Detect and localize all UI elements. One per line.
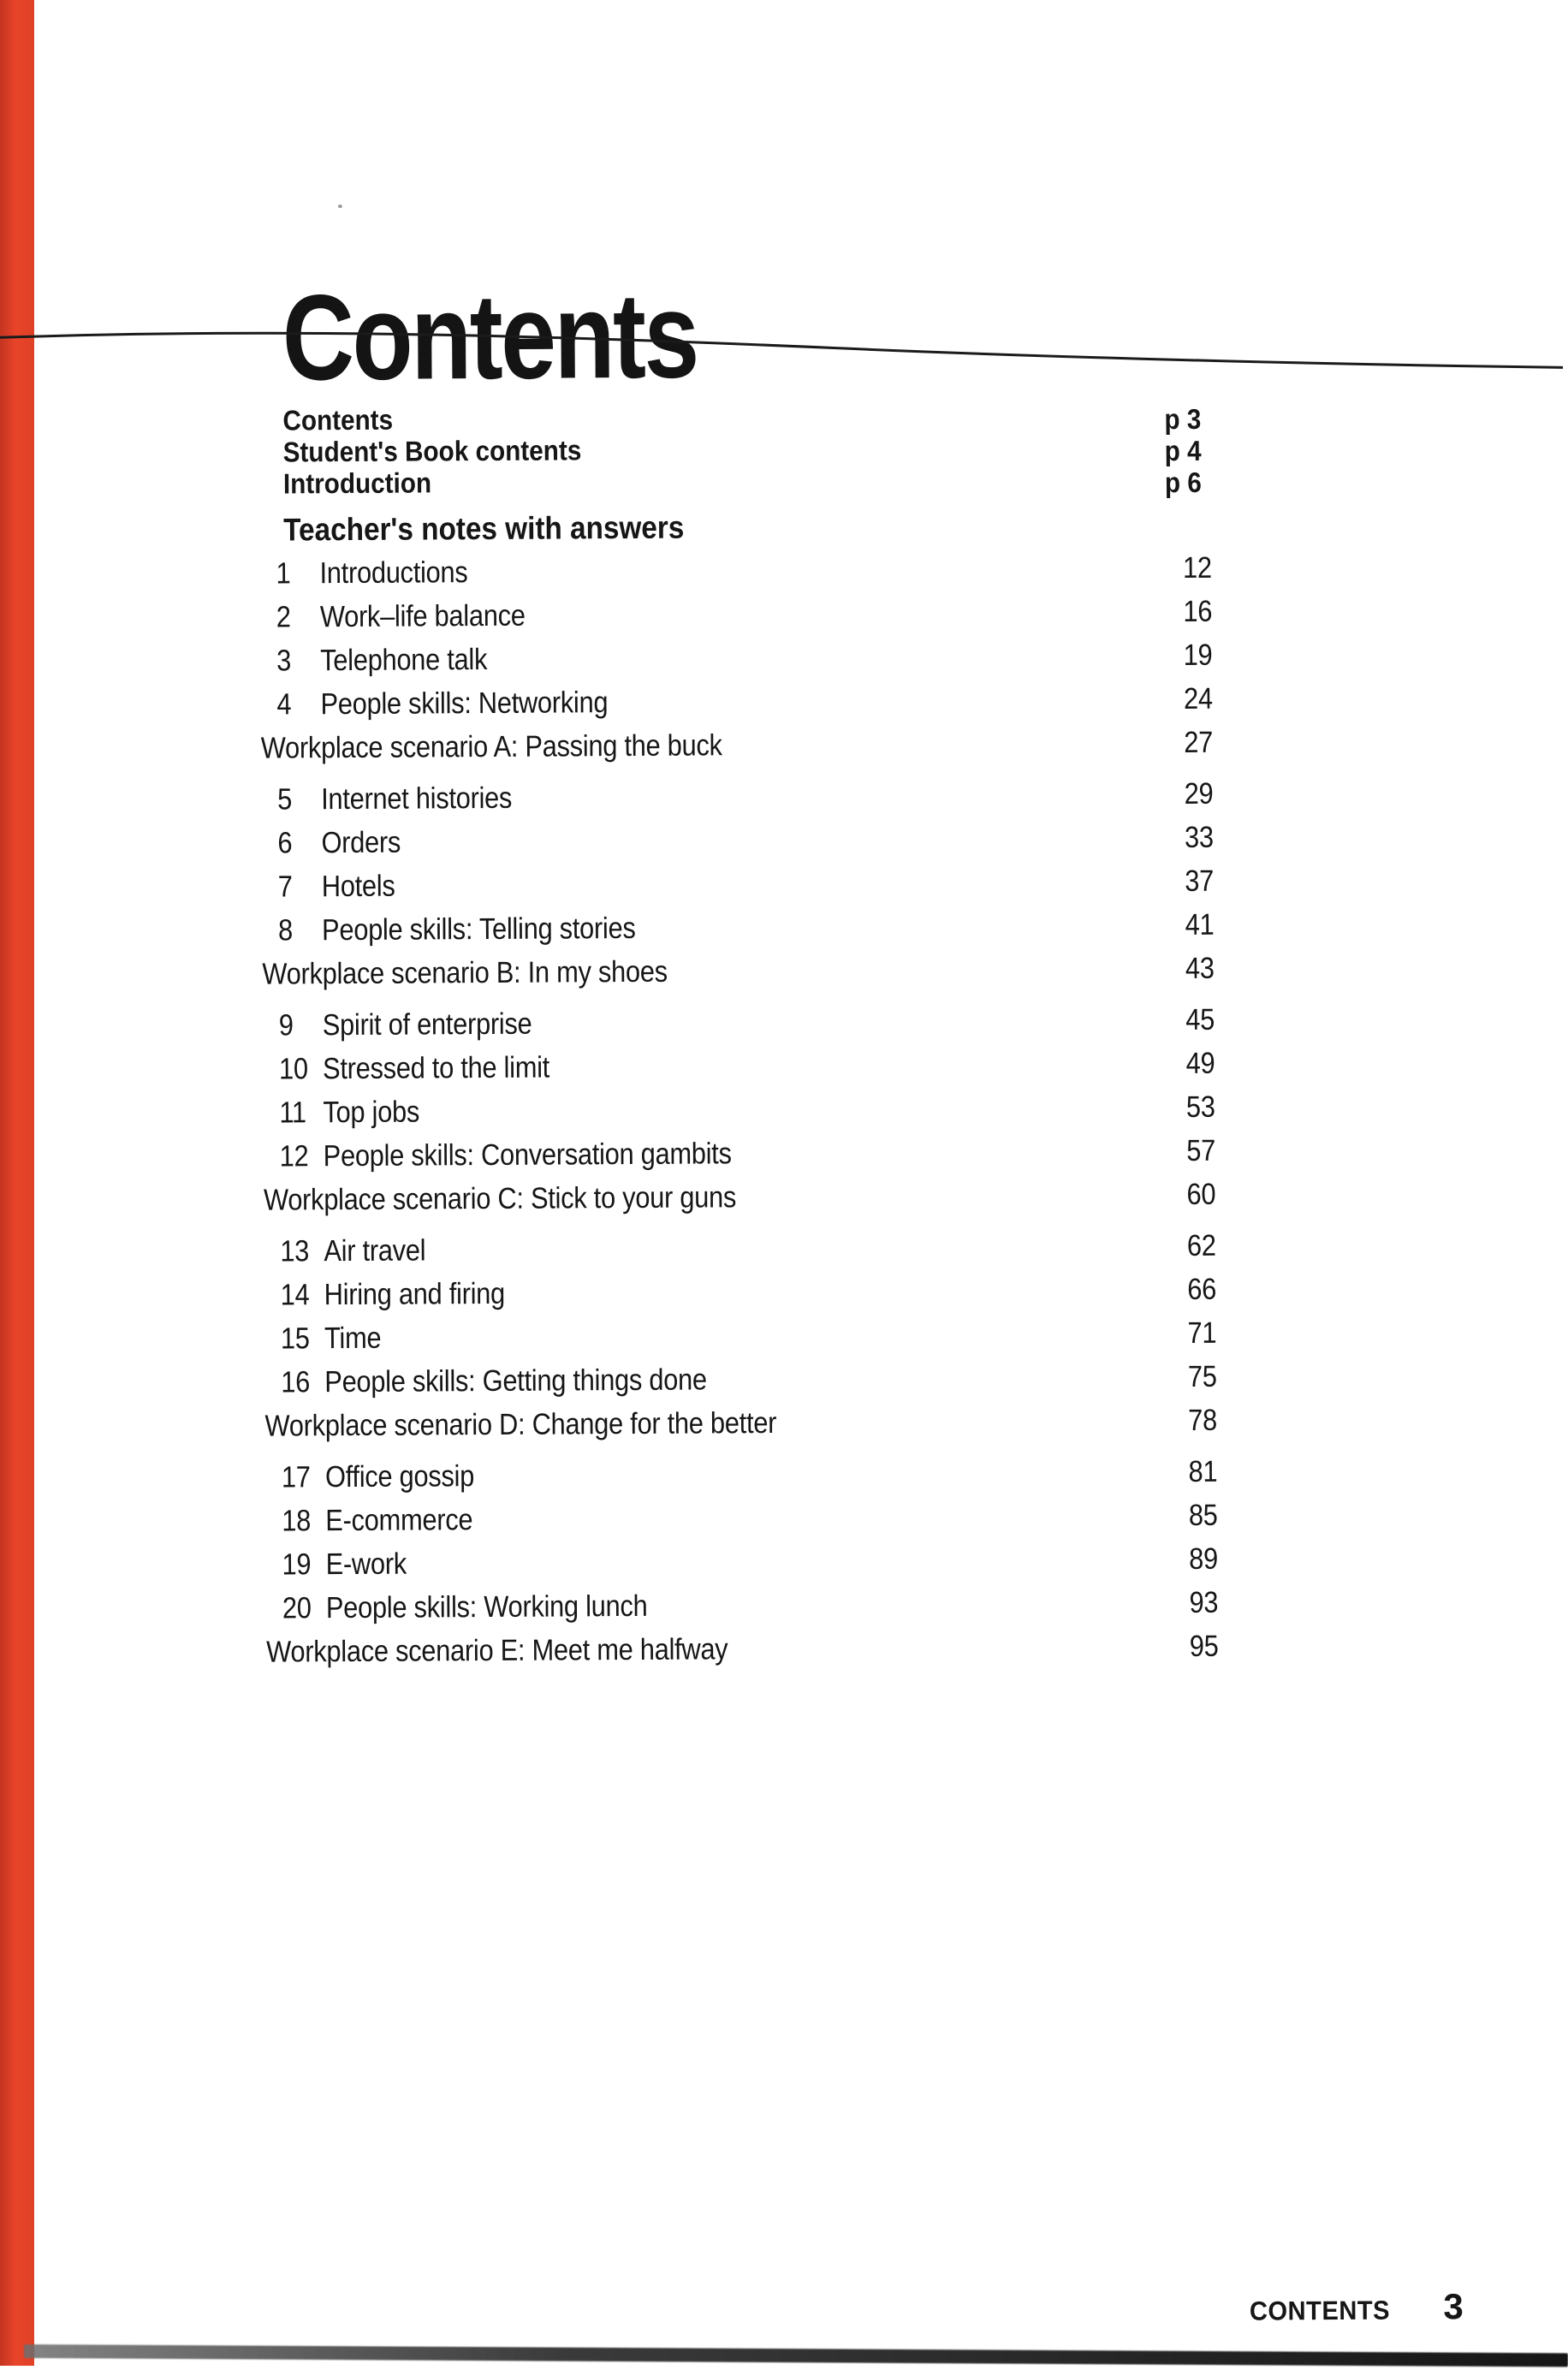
front-matter-label: Student's Book contents	[282, 434, 582, 468]
toc-row	[266, 1625, 1218, 1674]
toc-row-title: E-work	[325, 1547, 407, 1581]
toc-row-number: 13	[280, 1233, 310, 1268]
toc-row-page: 95	[1189, 1629, 1219, 1663]
toc-row-title: Office gossip	[324, 1458, 475, 1494]
toc-row-text	[279, 1050, 549, 1086]
toc-row	[265, 1494, 1217, 1543]
toc-row-number: 12	[279, 1138, 309, 1173]
front-matter-page: p 4	[1164, 434, 1202, 467]
toc-row	[262, 859, 1214, 909]
toc-row-page: 53	[1185, 1090, 1215, 1124]
toc-row	[261, 816, 1213, 865]
toc-row-text	[277, 781, 512, 817]
toc-row-title: Hiring and firing	[324, 1276, 506, 1311]
toc-row-page: 12	[1182, 550, 1212, 585]
toc-row-number: 18	[282, 1503, 312, 1537]
toc-row-number: 17	[281, 1459, 311, 1494]
toc-row-number: 7	[277, 869, 293, 904]
toc-row-title: People skills: Conversation gambits	[323, 1136, 732, 1173]
toc-row	[260, 677, 1212, 727]
toc-row-text	[262, 954, 668, 991]
toc-row-number: 14	[280, 1277, 310, 1311]
toc-row-text	[276, 555, 467, 591]
toc-row-page: 78	[1187, 1403, 1217, 1437]
toc-row	[263, 1085, 1215, 1135]
front-matter-page: p 6	[1164, 466, 1202, 499]
toc-row	[260, 590, 1212, 639]
toc-row-number: 11	[279, 1095, 306, 1130]
scan-speck	[338, 205, 342, 208]
toc-row-text	[280, 1137, 732, 1173]
toc-row-page: 29	[1184, 776, 1214, 811]
toc-row-title: People skills: Networking	[320, 685, 609, 721]
toc-row-title: People skills: Telling stories	[321, 911, 636, 947]
toc-row-number: 1	[276, 555, 291, 591]
toc-row	[260, 633, 1212, 683]
toc-row-title: Workplace scenario D: Change for the better	[264, 1405, 777, 1443]
toc-row	[265, 1537, 1217, 1587]
toc-row-title: People skills: Working lunch	[325, 1589, 648, 1625]
footer-page-number: 3	[1443, 2286, 1464, 2327]
toc-row-text	[281, 1363, 707, 1399]
toc-row-page: 27	[1183, 725, 1213, 759]
toc-row-text	[278, 869, 395, 904]
toc-row-text	[279, 1095, 419, 1130]
toc-row-title: Introductions	[319, 555, 468, 590]
toc-row-text	[282, 1459, 474, 1494]
toc-row-page: 60	[1186, 1177, 1216, 1211]
toc-row-text	[261, 728, 722, 765]
toc-row-text	[281, 1276, 506, 1312]
toc-row-text	[281, 1321, 382, 1356]
toc-row	[266, 1581, 1218, 1630]
toc-row-page: 49	[1185, 1046, 1215, 1080]
front-matter-row	[282, 434, 1202, 468]
toc-row-number: 20	[282, 1590, 312, 1625]
toc-row-title: Workplace scenario B: In my shoes	[262, 954, 668, 991]
toc-row	[261, 772, 1213, 822]
toc-row	[261, 721, 1213, 770]
toc-row-page: 81	[1188, 1454, 1218, 1488]
page-footer	[1250, 2286, 1464, 2329]
toc-row-number: 3	[276, 643, 292, 678]
toc-row-text	[279, 1007, 532, 1042]
toc-row-number: 8	[277, 912, 294, 947]
toc-row-page: 75	[1187, 1359, 1217, 1393]
toc-row-text	[282, 1503, 472, 1538]
toc-row	[264, 1173, 1215, 1222]
toc-row-title: People skills: Getting things done	[324, 1362, 707, 1399]
toc-row-title: Workplace scenario E: Meet me halfway	[266, 1631, 728, 1669]
toc-row-number: 15	[280, 1321, 310, 1355]
toc-row	[262, 903, 1214, 953]
toc-row-page: 41	[1185, 907, 1215, 941]
toc-row-title: Work–life balance	[319, 598, 526, 633]
front-matter-page: p 3	[1164, 402, 1202, 436]
toc-row	[264, 1268, 1216, 1317]
toc-row-title: Air travel	[324, 1233, 426, 1268]
toc-row-page: 16	[1182, 594, 1212, 628]
front-matter-row	[282, 402, 1202, 437]
toc-row	[264, 1355, 1216, 1405]
toc-row-text	[276, 686, 608, 722]
toc-row	[264, 1129, 1215, 1179]
toc-row	[264, 1224, 1215, 1274]
toc-row-text	[266, 1632, 728, 1669]
toc-row-number: 2	[276, 599, 291, 634]
toc-row-page: 43	[1185, 951, 1215, 985]
front-matter-list	[282, 402, 1202, 500]
toc-row-page: 57	[1185, 1133, 1215, 1167]
page-title: Contents	[282, 267, 698, 407]
front-matter-row	[282, 466, 1202, 500]
toc-row-title: Workplace scenario A: Passing the buck	[260, 728, 722, 765]
toc-row	[264, 1399, 1216, 1448]
toc-row-text	[264, 1180, 736, 1217]
toc-row-text	[280, 1233, 425, 1268]
toc-row-text	[276, 598, 526, 634]
toc-row-number: 4	[276, 686, 292, 722]
toc-row-title: Time	[324, 1321, 382, 1355]
front-matter-label: Contents	[282, 403, 394, 437]
toc-row-page: 19	[1183, 638, 1213, 672]
toc-row-page: 37	[1184, 864, 1214, 898]
toc-row	[265, 1450, 1217, 1500]
toc-row-title: Hotels	[321, 869, 395, 903]
toc-row-text	[264, 1405, 776, 1443]
toc-row-text	[277, 825, 401, 860]
toc-row-page: 71	[1187, 1316, 1217, 1350]
toc-row-text	[276, 643, 487, 679]
toc-row-title: Spirit of enterprise	[322, 1007, 532, 1042]
toc-row-text	[282, 1589, 648, 1625]
front-matter-label: Introduction	[282, 466, 432, 500]
toc-row-page: 62	[1186, 1228, 1216, 1262]
toc-row-page: 85	[1188, 1498, 1218, 1532]
toc-row-number: 5	[277, 781, 293, 817]
toc-row-title: Orders	[321, 825, 401, 859]
toc-row	[259, 546, 1211, 596]
toc-row-title: Workplace scenario C: Stick to your guns	[263, 1179, 737, 1217]
section-heading: Teacher's notes with answers	[283, 509, 685, 548]
toc-row	[264, 1311, 1216, 1361]
toc-row-number: 19	[282, 1547, 312, 1581]
toc-row-number: 6	[277, 825, 293, 860]
toc-row	[263, 1042, 1215, 1091]
toc-row-page: 45	[1185, 1002, 1215, 1037]
toc-row-text	[278, 911, 636, 947]
toc-row-page: 24	[1183, 681, 1213, 716]
toc-row	[262, 947, 1214, 996]
toc-row-title: Stressed to the limit	[322, 1050, 550, 1085]
toc-row-number: 9	[278, 1007, 294, 1042]
toc-row-title: Internet histories	[321, 781, 513, 816]
title-underline-rule	[0, 0, 1564, 450]
toc-row-title: Top jobs	[323, 1095, 420, 1129]
toc-row-page: 89	[1188, 1541, 1218, 1576]
toc-row-text	[282, 1547, 407, 1582]
toc-row	[263, 998, 1215, 1048]
toc-row-title: E-commerce	[325, 1502, 473, 1537]
toc-row-number: 10	[278, 1051, 308, 1086]
toc-row-page: 93	[1189, 1585, 1219, 1619]
footer-running-head: CONTENTS	[1249, 2295, 1391, 2326]
toc-row-title: Telephone talk	[320, 642, 488, 677]
toc-row-page: 66	[1186, 1272, 1216, 1306]
toc-row-number: 16	[281, 1364, 311, 1399]
toc-row-page: 33	[1184, 820, 1214, 854]
toc-list	[259, 546, 1218, 1674]
